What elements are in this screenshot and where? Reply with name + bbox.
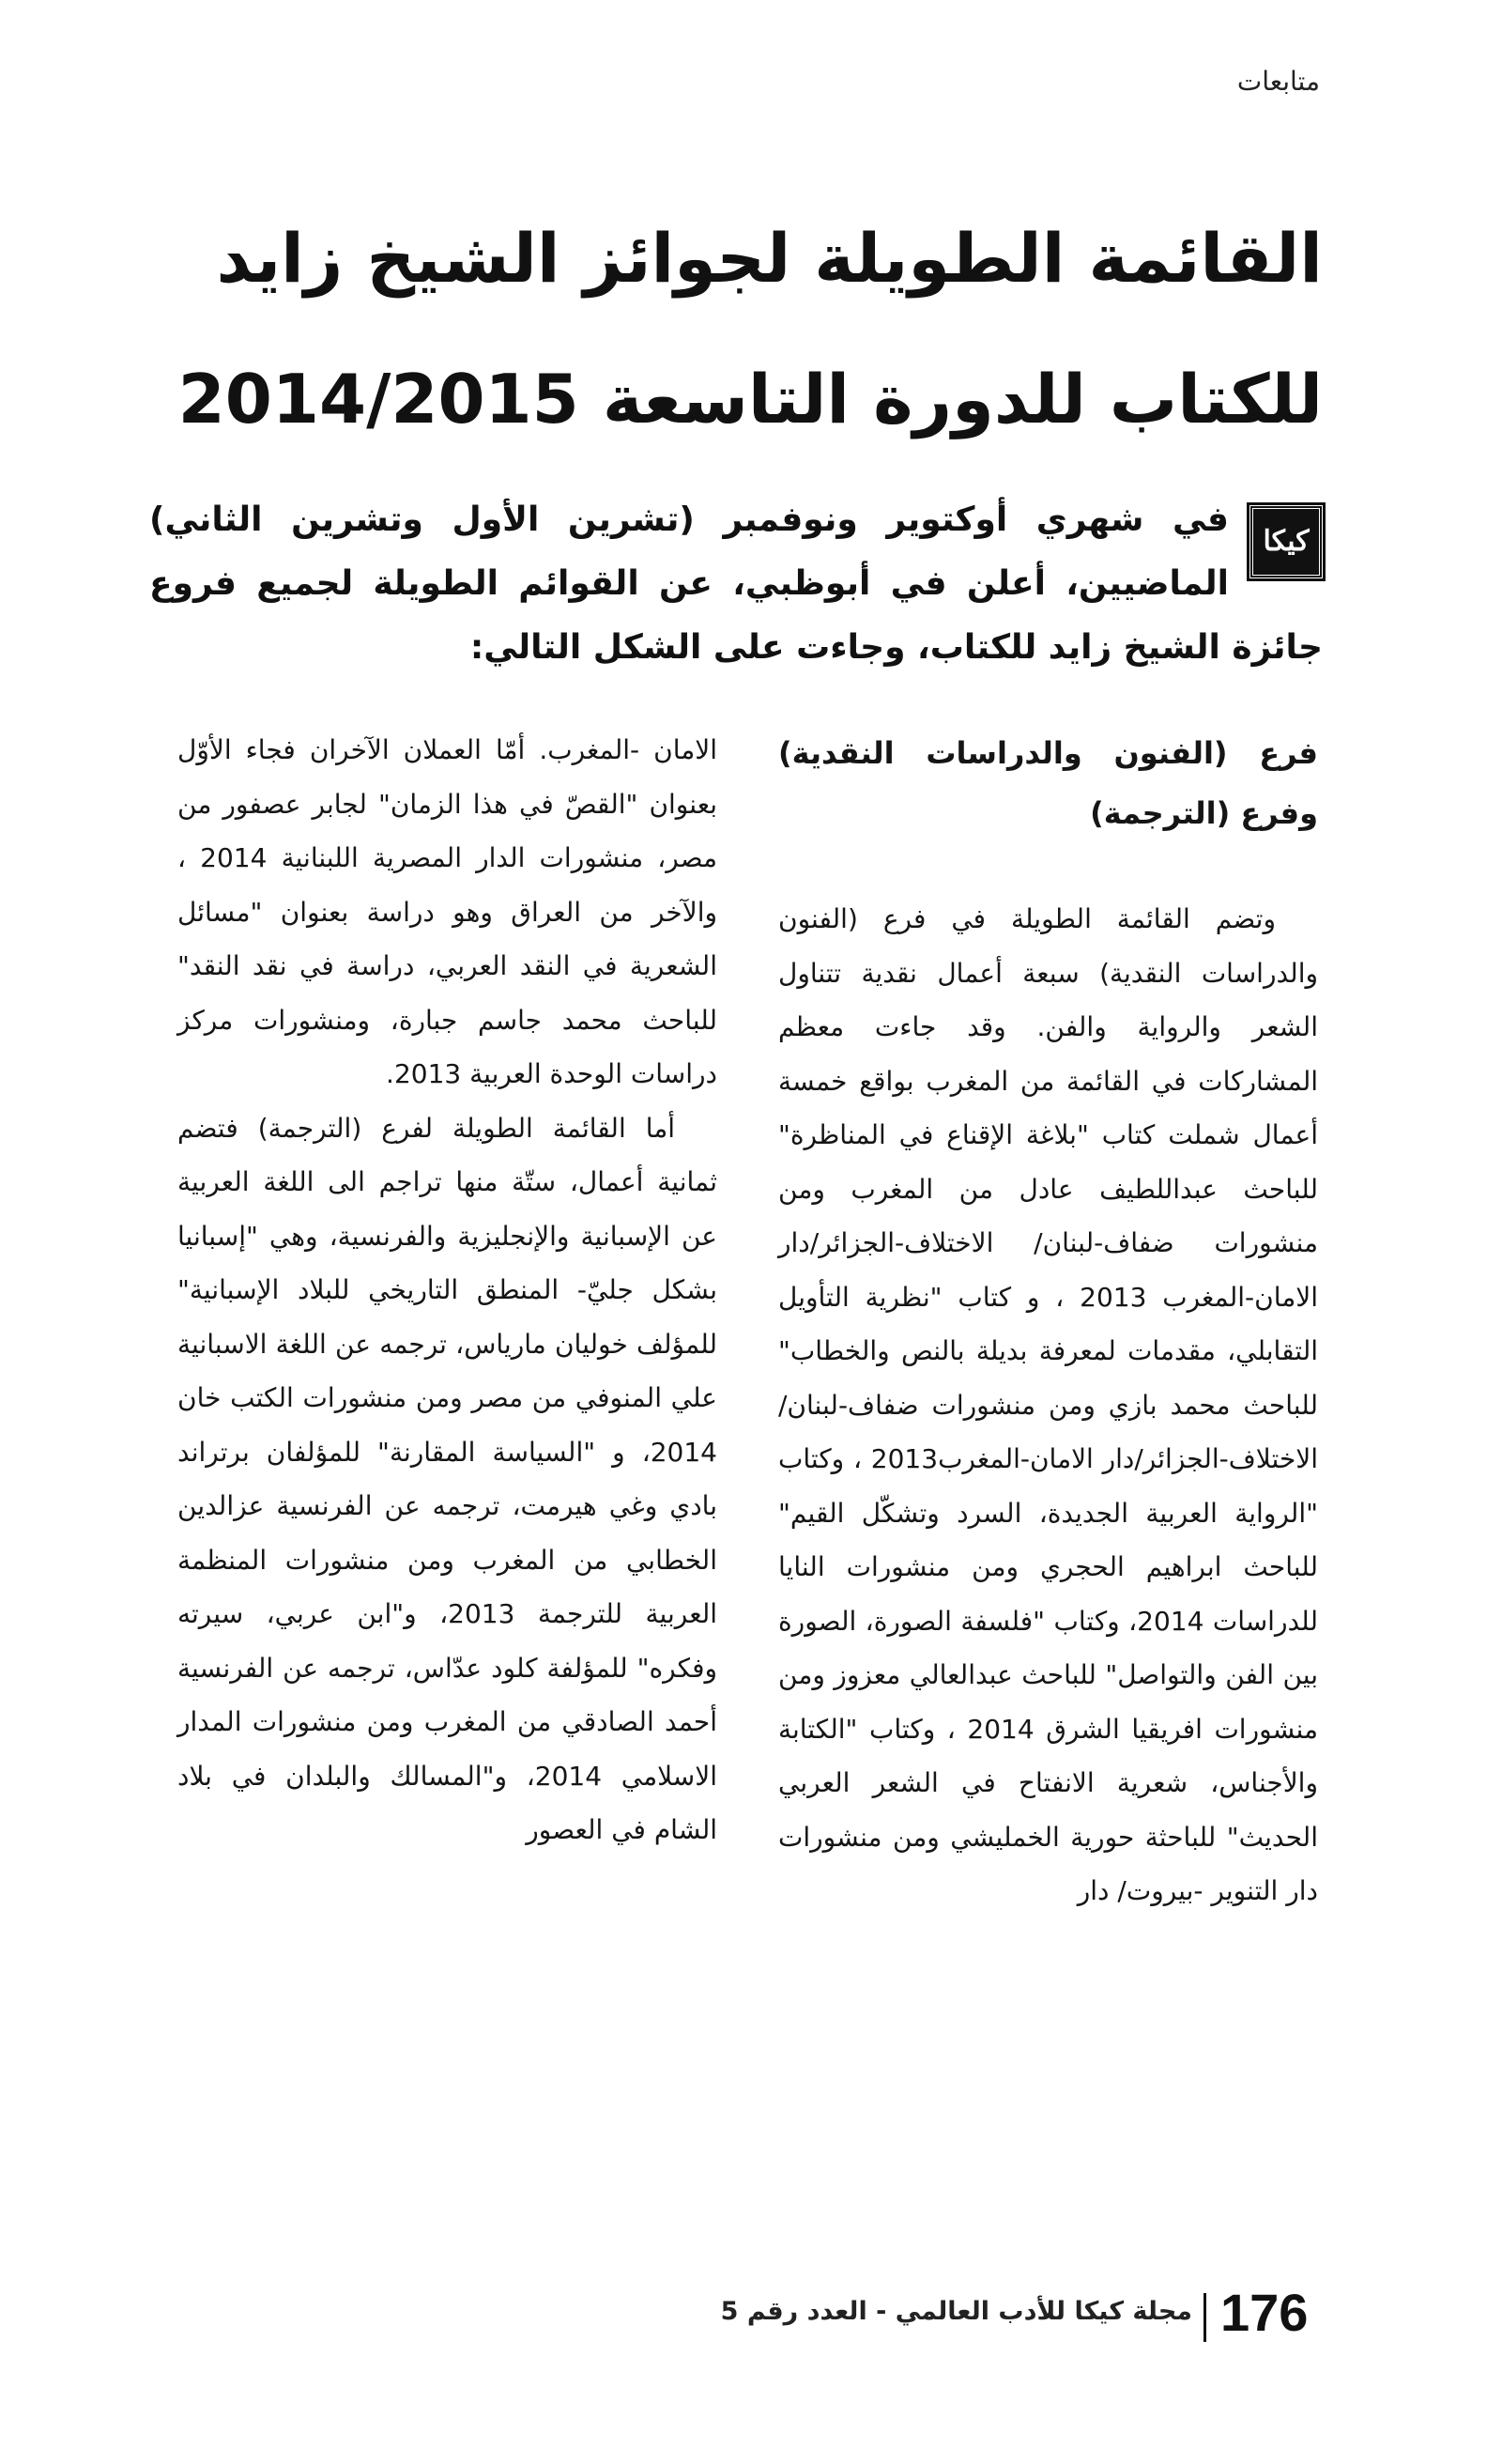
- kika-logo-icon: كيكا: [1249, 505, 1323, 578]
- body-paragraph: أما القائمة الطويلة لفرع (الترجمة) فتضم ثمانية أعمال، ستّة منها تراجم الى اللغة العربية عن الإسبانية والإنجليزية والفرنسية، وهي "إسبانيا بشكل جليّ- المنطق التاريخي للبلاد الإسبانية" للمؤلف خوليان مارياس، ترجمه عن اللغة الاسبانية علي المنوفي من مصر ومن منشورات الكتب خان 2014، و "السياسة المقارنة" للمؤلفان برتراند بادي وغي هيرمت، ترجمه عن الفرنسية عزالدين الخطابي من المغرب ومن منشورات المنظمة العربية للترجمة 2013، و"ابن عربي، سيرته وفكره" للمؤلفة كلود عدّاس، ترجمه عن الفرنسية أحمد الصادقي من المغرب ومن منشورات المدار الاسلامي 2014، و"المسالك والبلدان في بلاد الشام في العصور: [177, 1112, 718, 1845]
- title-line-1: القائمة الطويلة لجوائز الشيخ زايد: [216, 219, 1323, 298]
- right-column: [778, 723, 1318, 1918]
- lead-paragraph: [149, 488, 1323, 680]
- body-paragraph: وتضم القائمة الطويلة في فرع (الفنون والدراسات النقدية) سبعة أعمال نقدية تتناول الشعر والرواية والفن. وقد جاءت معظم المشاركات في القائمة من المغرب بواقع خمسة أعمال شملت كتاب "بلاغة الإقناع في المناظرة" للباحث عبداللطيف عادل من المغرب ومن منشورات ضفاف-لبنان/ الاختلاف-الجزائر/دار الامان-المغرب 2013 ، و كتاب "نظرية التأويل التقابلي، مقدمات لمعرفة بديلة بالنص والخطاب" للباحث محمد بازي ومن منشورات ضفاف-لبنان/ الاختلاف-الجزائر/دار الامان-المغرب2013 ، وكتاب "الرواية العربية الجديدة، السرد وتشكّل القيم" للباحث ابراهيم الحجري ومن منشورات النايا للدراسات 2014، وكتاب "فلسفة الصورة، الصورة بين الفن والتواصل" للباحث عبدالعالي معزوز ومن منشورات افريقيا الشرق 2014 ، وكتاب "الكتابة والأجناس، شعرية الانفتاح في الشعر العربي الحديث" للباحثة حورية الخمليشي ومن منشورات دار التنوير -بيروت/ دار: [778, 903, 1319, 1906]
- page-number: 176: [1220, 2283, 1309, 2342]
- journal-name: مجلة كيكا للأدب العالمي - العدد رقم 5: [720, 2297, 1192, 2326]
- article-title: [102, 188, 1323, 470]
- left-column: [177, 723, 717, 1857]
- title-line-2: للكتاب للدورة التاسعة 2014/2015: [177, 360, 1323, 439]
- body-paragraph: الامان -المغرب. أمّا العملان الآخران فجاء الأوّل بعنوان "القصّ في هذا الزمان" لجابر عصفور من مصر، منشورات الدار المصرية اللبنانية 2014 ، والآخر من العراق وهو دراسة بعنوان "مسائل الشعرية في النقد العربي، دراسة في نقد النقد" للباحث محمد جاسم جبارة، ومنشورات مركز دراسات الوحدة العربية 2013.: [177, 734, 717, 1089]
- section-label: متابعات: [1236, 66, 1320, 97]
- page-footer: [695, 2282, 1314, 2348]
- section-heading: فرع (الفنون والدراسات النقدية) وفرع (الترجمة): [778, 735, 1318, 831]
- lead-text: في شهري أوكتوير ونوفمبر (تشرين الأول وتشرين الثاني) الماضيين، أعلن في أبوظبي، عن القوائم الطويلة لجميع فروع جائزة الشيخ زايد للكتاب، وجاءت على الشكل التالي:: [149, 500, 1323, 667]
- footer-divider: [1203, 2293, 1206, 2342]
